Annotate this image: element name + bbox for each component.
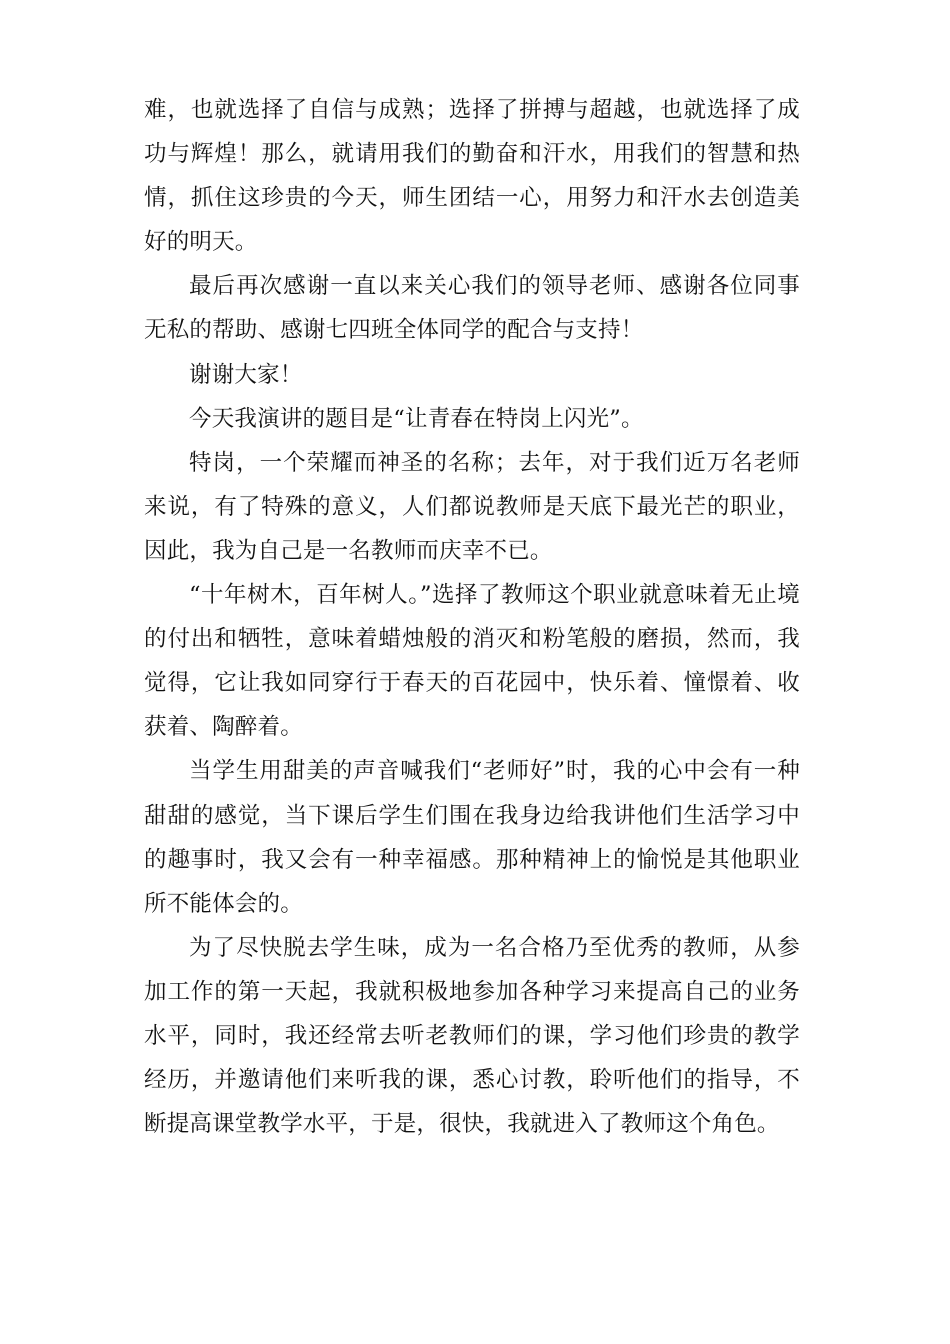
paragraph-6: “十年树木，百年树人。”选择了教师这个职业就意味着无止境的付出和牺牲，意味着蜡烛般的消灭和粉笔般的磨损，然而，我觉得，它让我如同穿行于春天的百花园中，快乐着、憧憬着、收获着、陶醉着。	[144, 582, 800, 741]
document-page	[144, 88, 800, 1146]
paragraph-7: 当学生用甜美的声音喊我们“老师好”时，我的心中会有一种甜甜的感觉，当下课后学生们围在我身边给我讲他们生活学习中的趣事时，我又会有一种幸福感。那种精神上的愉悦是其他职业所不能体会的。	[144, 758, 800, 917]
paragraph-5: 特岗，一个荣耀而神圣的名称；去年，对于我们近万名老师来说，有了特殊的意义，人们都说教师是天底下最光芒的职业，因此，我为自己是一名教师而庆幸不已。	[144, 449, 800, 564]
paragraph-3: 谢谢大家！	[189, 361, 303, 388]
paragraph-4: 今天我演讲的题目是“让青春在特岗上闪光”。	[189, 405, 644, 432]
paragraph-1: 难，也就选择了自信与成熟；选择了拼搏与超越，也就选择了成功与辉煌！那么，就请用我们的勤奋和汗水，用我们的智慧和热情，抓住这珍贵的今天，师生团结一心，用努力和汗水去创造美好的明天。	[144, 97, 800, 256]
paragraph-8: 为了尽快脱去学生味，成为一名合格乃至优秀的教师，从参加工作的第一天起，我就积极地参加各种学习来提高自己的业务水平，同时，我还经常去听老教师们的课，学习他们珍贵的教学经历，并邀请他们来听我的课，悉心讨教，聆听他们的指导，不断提高课堂教学水平，于是，很快，我就进入了教师这个角色。	[144, 934, 800, 1138]
paragraph-2: 最后再次感谢一直以来关心我们的领导老师、感谢各位同事无私的帮助、感谢七四班全体同学的配合与支持！	[144, 273, 800, 344]
